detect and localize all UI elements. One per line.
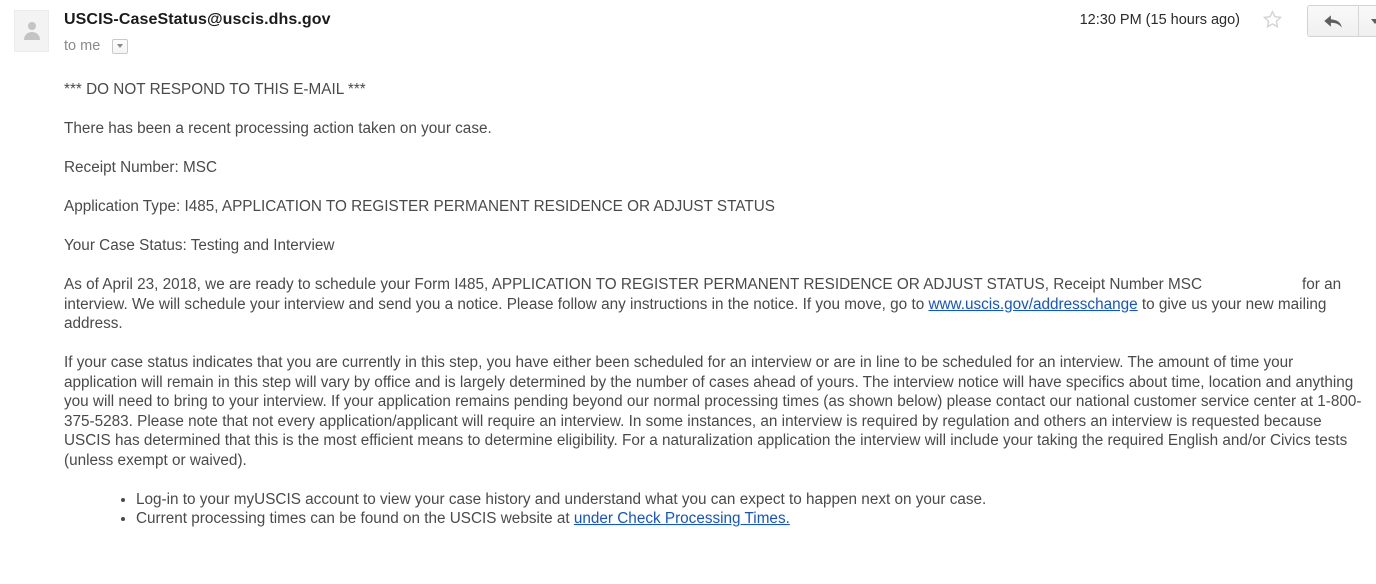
message-timestamp: 12:30 PM (15 hours ago) (1079, 12, 1240, 28)
reply-button[interactable] (1308, 6, 1359, 36)
chevron-down-icon (117, 44, 123, 48)
processing-times-text: Current processing times can be found on the USCIS website at (136, 510, 570, 527)
receipt-number-line: Receipt Number: MSC (64, 159, 218, 176)
schedule-text-2: for an interview. We will schedule your interview and send you a notice. Please follow any instructions in the notice. If you move, go to (64, 276, 1342, 313)
list-item-processing-times (136, 509, 1367, 529)
intro-line: There has been a recent processing action taken on your case. (64, 120, 492, 137)
reply-icon (1323, 12, 1344, 30)
sender-block (64, 11, 331, 54)
check-processing-times-link[interactable]: under Check Processing Times. (573, 510, 790, 527)
more-actions-button[interactable] (1359, 6, 1376, 36)
star-icon (1261, 8, 1284, 31)
chevron-down-icon (1371, 19, 1376, 24)
address-change-link[interactable]: www.uscis.gov/addresschange (928, 295, 1138, 313)
sender-avatar[interactable] (14, 10, 49, 52)
star-button[interactable] (1261, 8, 1284, 36)
do-not-respond-warning: *** DO NOT RESPOND TO THIS E-MAIL *** (64, 81, 366, 98)
recipient-label: to me (64, 38, 101, 54)
schedule-text-3: to give us your new mailing address. (64, 295, 1327, 332)
interview-info-paragraph: If your case status indicates that you are currently in this step, you have either been scheduled for an interview or are in line to be scheduled for an interview. The amount of time your application will remain in this step will vary by office and is largely determined by the number of cases ahead of yours. The interview notice will have specifics about time, location and anything you will need to bring to your interview. If your application remains pending beyond our normal processing times (as shown below) please contact our national customer service center at 1-800-375-5283. Please note that not every application/applicant will require an interview. In some instances, an interview is required by regulation and others an interview is requested because USCIS has determined that this is the most efficient means to determine eligibility. For a naturalization application the interview will include your taking the required English and/or Civics tests (unless exempt or waived). (64, 354, 1362, 469)
sender-email[interactable]: USCIS-CaseStatus@uscis.dhs.gov (64, 11, 331, 28)
application-type-line: Application Type: I485, APPLICATION TO REGISTER PERMANENT RESIDENCE OR ADJUST STATUS (64, 198, 775, 215)
show-details-button[interactable] (112, 39, 128, 54)
schedule-paragraph (64, 275, 1367, 334)
list-item-myuscis: • Log-in to your myUSCIS account to view your case history and understand what you can expect to happen next on your case. (136, 490, 1367, 510)
email-body (64, 80, 1367, 529)
action-bullet-list (64, 490, 1367, 529)
person-icon (20, 18, 44, 44)
schedule-text-1: As of April 23, 2018, we are ready to schedule your Form I485, APPLICATION TO REGISTER PERMANENT RESIDENCE OR ADJUST STATUS, Receipt Number MSC (64, 276, 1203, 293)
reply-button-group (1307, 5, 1376, 37)
case-status-line: Your Case Status: Testing and Interview (64, 237, 335, 254)
